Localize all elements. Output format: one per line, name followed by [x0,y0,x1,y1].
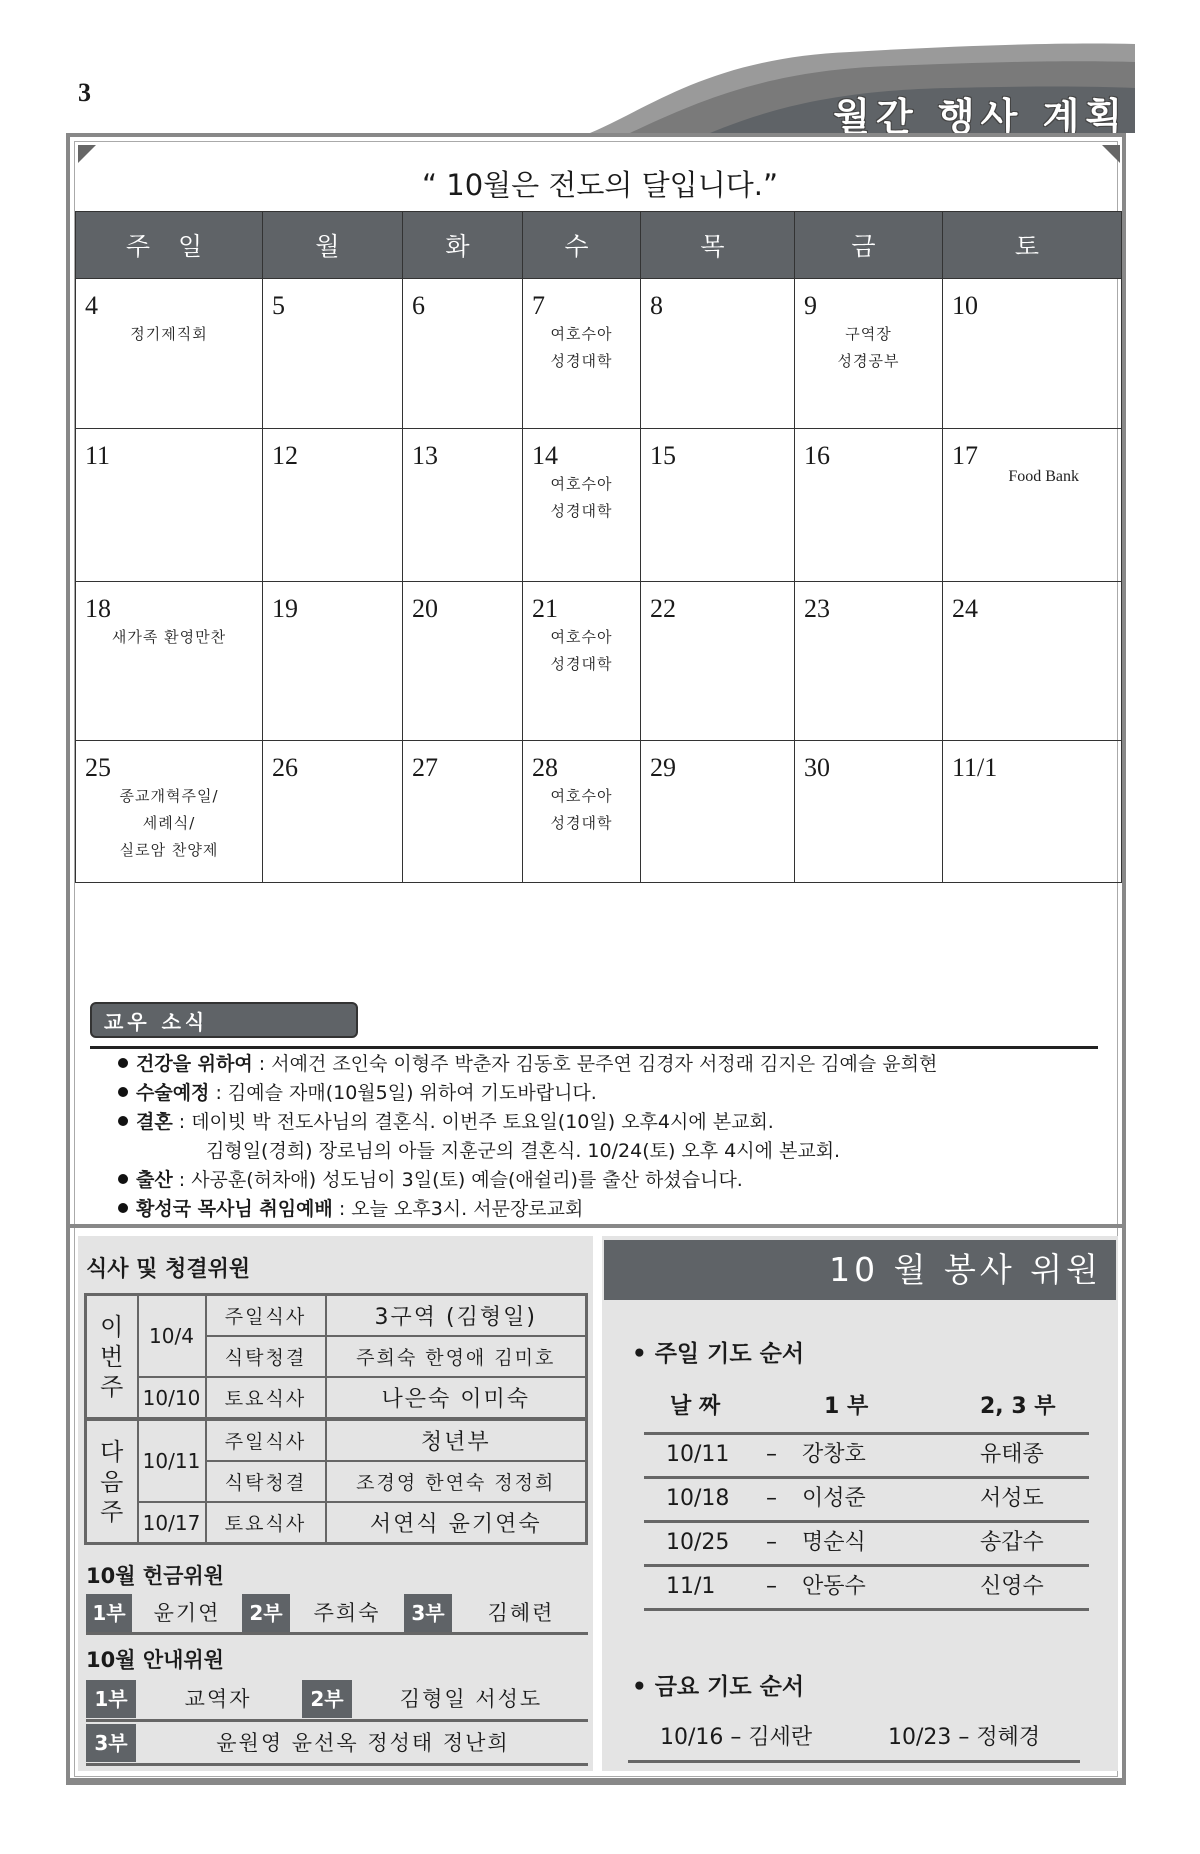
day-event: 여호수아 [550,325,613,343]
calendar-day [403,741,523,883]
calendar-day [943,279,1122,429]
calendar-day [263,429,403,582]
day-number: 20 [412,594,438,623]
day-number: 15 [650,441,676,470]
page-number: 3 [78,78,91,107]
usher-chip: 1부 [86,1680,136,1718]
bullet-icon [118,1116,128,1126]
prayer-part1: 명순식 [802,1530,866,1555]
duty-category: 토요식사 [206,1377,326,1419]
news-label: 결혼 [136,1111,173,1133]
offering-chip: 2부 [242,1594,290,1632]
calendar-day [641,741,795,883]
section-divider [70,1224,1122,1228]
col-part1: 1 부 [824,1394,869,1419]
calendar-header [76,212,1122,279]
bullet-icon [118,1203,128,1213]
calendar-day [76,582,263,741]
calendar-day [263,741,403,883]
calendar-day [403,429,523,582]
prayer-part1: 강창호 [802,1442,866,1467]
day-number: 8 [650,291,663,320]
calendar-day [795,429,943,582]
day-number: 11/1 [952,753,998,782]
duty-category: 식탁청결 [206,1336,326,1377]
next-week-label: 다 음 주 [86,1419,138,1544]
offering-chip: 3부 [404,1594,452,1632]
calendar-day [403,582,523,741]
calendar-body [76,279,1122,883]
day-number: 13 [412,441,438,470]
calendar-day [795,279,943,429]
news-label: 수술예정 [136,1082,210,1104]
prayer-date: 10/25 [666,1530,730,1555]
news-item [118,1079,1108,1108]
sunday-prayer-row [644,1522,1089,1567]
news-item [118,1050,1108,1079]
weekday-header: 화 [403,212,523,279]
news-text: : 데이빗 박 전도사님의 결혼식. 이번주 토요일(10일) 오후4시에 본교회. [172,1111,774,1133]
duty-names: 조경영 한연숙 정정희 [326,1461,587,1502]
corner-ornament [78,145,98,165]
day-number: 28 [532,753,558,782]
calendar-week [76,279,1122,429]
day-event: 새가족 환영만찬 [111,628,227,646]
news-list [118,1050,1108,1224]
prayer-date: 10/18 [666,1486,730,1511]
calendar-day [641,279,795,429]
offering-title: 10월 헌금위원 [86,1564,224,1588]
day-number: 4 [85,291,98,320]
day-number: 18 [85,594,111,623]
day-event: 여호수아 [550,628,613,646]
bullet-icon [118,1058,128,1068]
table-row [86,1377,587,1419]
prayer-part1: 안동수 [802,1574,866,1599]
header-title: 월간 행사 계획 [833,95,1128,139]
calendar-day [641,429,795,582]
day-number: 29 [650,753,676,782]
usher-rule [86,1719,588,1722]
day-number: 5 [272,291,285,320]
day-number: 7 [532,291,545,320]
sunday-prayer-row [644,1478,1089,1523]
day-number: 10 [952,291,978,320]
offering-names: 김혜련 [487,1601,555,1625]
duty-names: 청년부 [326,1419,587,1461]
duty-table [84,1293,588,1545]
day-number: 25 [85,753,111,782]
news-label: 출산 [136,1169,173,1191]
calendar-day [943,429,1122,582]
day-event: 성경대학 [550,352,613,370]
prayer-part23: 송갑수 [980,1530,1044,1555]
bullet-icon [118,1087,128,1097]
day-number: 30 [804,753,830,782]
this-week-label: 이 번 주 [86,1295,138,1420]
day-event: 여호수아 [550,475,613,493]
friday-prayer-entry: 10/23 – 정혜경 [888,1725,1041,1750]
day-event: 정기제직회 [130,325,208,343]
day-event: 성경대학 [550,655,613,673]
calendar-day [76,429,263,582]
table-row [86,1502,587,1544]
calendar-day [641,582,795,741]
sunday-prayer-title: • 주일 기도 순서 [632,1341,805,1367]
news-item [118,1108,1108,1137]
calendar-day [943,582,1122,741]
news-section-title: 교우 소식 [90,1002,358,1038]
calendar-day [76,279,263,429]
news-label: 황성국 목사님 취임예배 [136,1198,333,1220]
day-number: 21 [532,594,558,623]
duty-names: 주희숙 한영애 김미호 [326,1336,587,1377]
prayer-dash: – [766,1442,777,1467]
day-event: 종교개혁주일/ [119,787,219,805]
day-number: 14 [532,441,558,470]
col-part23: 2, 3 부 [980,1394,1056,1419]
news-text: : 서예건 조인숙 이형주 박춘자 김동호 문주연 김경자 서정래 김지은 김예슬 윤희현 [252,1053,938,1075]
usher-names: 윤원영 윤선옥 정성태 정난희 [216,1731,510,1755]
calendar-day [795,582,943,741]
weekday-header: 금 [795,212,943,279]
calendar-day [795,741,943,883]
news-text: : 사공훈(허차애) 성도님이 3일(토) 예슬(애쉴리)를 출산 하셨습니다. [172,1169,743,1191]
day-event: 실로암 찬양제 [119,841,219,859]
duty-names: 서연식 윤기연숙 [326,1502,587,1544]
day-number: 19 [272,594,298,623]
usher-chip: 2부 [302,1680,352,1718]
calendar-day [403,279,523,429]
day-number: 16 [804,441,830,470]
col-date: 날 짜 [670,1394,721,1419]
usher-names: 김형일 서성도 [399,1687,543,1711]
news-rule [90,1046,1098,1049]
prayer-part23: 유태종 [980,1442,1044,1467]
weekday-header: 토 [943,212,1122,279]
news-text: : 오늘 오후3시. 서문장로교회 [332,1198,584,1220]
event-calendar [75,211,1122,883]
sunday-prayer-row [644,1566,1089,1611]
day-number: 23 [804,594,830,623]
calendar-day [76,741,263,883]
prayer-dash: – [766,1530,777,1555]
usher-title: 10월 안내위원 [86,1648,224,1672]
calendar-day [263,279,403,429]
calendar-day [523,582,641,741]
friday-prayer-title: • 금요 기도 순서 [632,1674,805,1700]
prayer-part23: 신영수 [980,1574,1044,1599]
calendar-day [943,741,1122,883]
day-number: 6 [412,291,425,320]
duty-category: 식탁청결 [206,1461,326,1502]
offering-names: 주희숙 [313,1601,381,1625]
weekday-header: 수 [523,212,641,279]
news-text: : 김예슬 자매(10월5일) 위하여 기도바랍니다. [209,1082,597,1104]
day-number: 24 [952,594,978,623]
sunday-prayer-row [644,1434,1089,1479]
table-row [86,1295,587,1337]
calendar-week [76,741,1122,883]
bullet-icon [118,1174,128,1184]
offering-names: 윤기연 [153,1601,221,1625]
prayer-dash: – [766,1486,777,1511]
duty-date: 10/4 [138,1295,206,1378]
day-event: Food Bank [1008,468,1079,485]
duty-category: 주일식사 [206,1419,326,1461]
weekday-header: 주 일 [76,212,263,279]
duty-names: 나은숙 이미숙 [326,1377,587,1419]
friday-prayer-entry: 10/16 – 김세란 [660,1725,813,1750]
day-event: 성경공부 [837,352,900,370]
day-event: 구역장 [845,325,892,343]
volunteer-title: 10 월 봉사 위원 [604,1240,1116,1300]
duty-title: 식사 및 청결위원 [86,1257,251,1282]
day-event: 여호수아 [550,787,613,805]
duty-category: 토요식사 [206,1502,326,1544]
calendar-week [76,582,1122,741]
table-row [86,1419,587,1461]
duty-date: 10/11 [138,1419,206,1502]
weekday-header: 목 [641,212,795,279]
calendar-day [523,741,641,883]
news-continuation: 김형일(경희) 장로님의 아들 지훈군의 결혼식. 10/24(토) 오후 4시에 본교회. [206,1140,841,1162]
calendar-week [76,429,1122,582]
day-event: 성경대학 [550,814,613,832]
calendar-day [523,429,641,582]
day-event: 성경대학 [550,502,613,520]
prayer-part1: 이성준 [802,1486,866,1511]
news-label: 건강을 위하여 [136,1053,253,1075]
sunday-prayer-header [644,1382,1089,1435]
prayer-dash: – [766,1574,777,1599]
day-number: 26 [272,753,298,782]
month-theme: “ 10월은 전도의 달입니다.” [422,168,778,202]
calendar-day [523,279,641,429]
duty-date: 10/17 [138,1502,206,1544]
usher-rule [86,1763,588,1766]
calendar-day [263,582,403,741]
corner-ornament [1100,145,1120,165]
bottom-rule [66,1778,1126,1782]
friday-prayer-row [628,1716,1080,1763]
day-number: 9 [804,291,817,320]
weekday-header: 월 [263,212,403,279]
news-item [118,1166,1108,1195]
duty-category: 주일식사 [206,1295,326,1337]
prayer-date: 10/11 [666,1442,730,1467]
day-number: 27 [412,753,438,782]
offering-chip: 1부 [86,1594,132,1632]
day-event: 세례식/ [142,814,196,832]
usher-names: 교역자 [184,1687,252,1711]
day-number: 12 [272,441,298,470]
prayer-part23: 서성도 [980,1486,1044,1511]
news-item [118,1195,1108,1224]
offering-rule [86,1632,588,1635]
duty-date: 10/10 [138,1377,206,1419]
duty-names: 3구역 (김형일) [326,1295,587,1337]
day-number: 22 [650,594,676,623]
day-number: 11 [85,441,111,470]
usher-chip: 3부 [86,1724,136,1762]
day-number: 17 [952,441,978,470]
prayer-date: 11/1 [666,1574,716,1599]
